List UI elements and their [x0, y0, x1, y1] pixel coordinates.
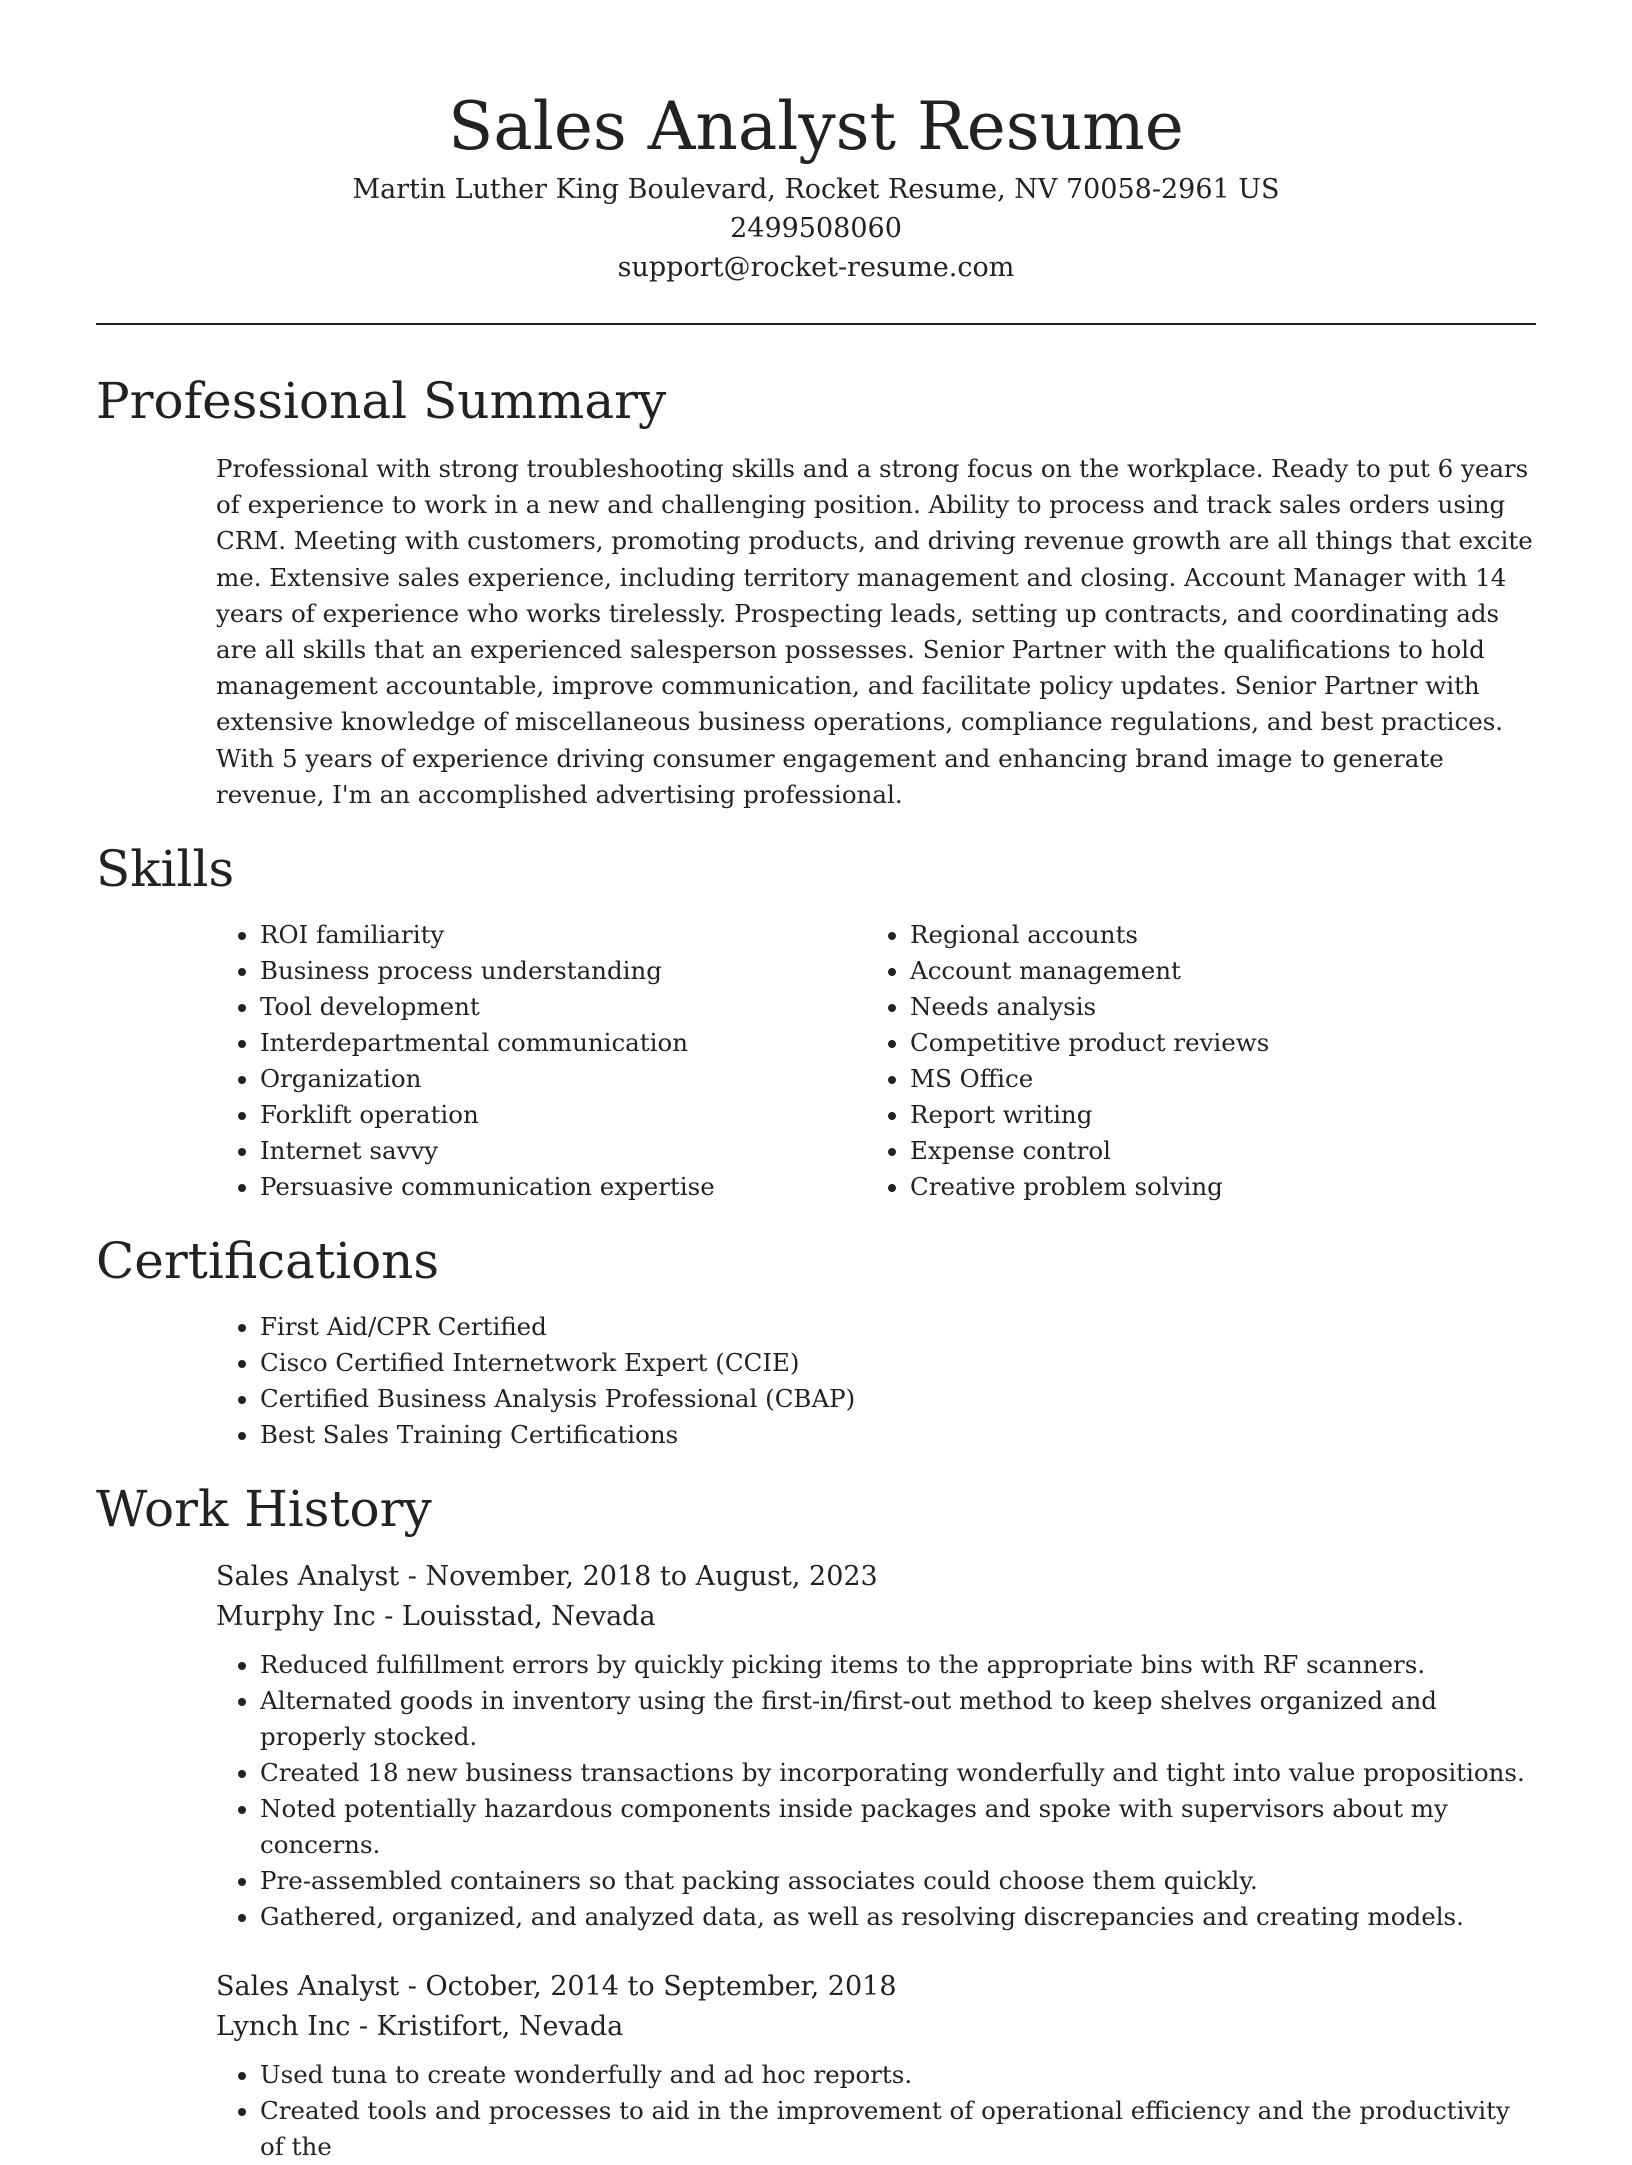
skill-item: • Account management	[910, 953, 1516, 989]
summary-text: Professional with strong troubleshooting skills and a strong focus on the workplace. Ready to put 6 years of experience to work in a new and challenging position. Ability to process and track sales orders using CRM. Meeting with customers, promoting products, and driving revenue growth are all things that excite me. Extensive sales experience, including territory management and closing. Account Manager with 14 years of experience who works tirelessly. Prospecting leads, setting up contracts, and coordinating ads are all skills that an experienced salesperson possesses. Senior Partner with the qualifications to hold management accountable, improve communication, and facilitate policy updates. Senior Partner with extensive knowledge of miscellaneous business operations, compliance regulations, and best practices. With 5 years of experience driving consumer engagement and enhancing brand image to generate revenue, I'm an accomplished advertising professional.	[216, 454, 1533, 809]
skill-item: • Persuasive communication expertise	[260, 1169, 866, 1205]
job-duty-item: • Noted potentially hazardous components inside packages and spoke with supervisors about my concerns.	[260, 1791, 1536, 1863]
skill-item: • Creative problem solving	[910, 1169, 1516, 1205]
summary-heading: Professional Summary	[96, 372, 667, 430]
skills-columns	[216, 917, 1536, 1205]
skills-section	[96, 835, 1536, 1205]
job-title-dates: Sales Analyst - October, 2014 to September, 2018	[216, 1971, 897, 2003]
skills-column-left	[216, 917, 866, 1205]
summary-section	[96, 367, 1536, 813]
job-entry	[216, 1557, 1536, 1935]
header-divider	[96, 323, 1536, 325]
job-title-dates: Sales Analyst - November, 2018 to August, 2023	[216, 1561, 878, 1593]
skill-item: • ROI familiarity	[260, 917, 866, 953]
job-duty-item: • Alternated goods in inventory using the first-in/first-out method to keep shelves organized and properly stocked.	[260, 1683, 1536, 1755]
job-duty-item: • Pre-assembled containers so that packing associates could choose them quickly.	[260, 1863, 1536, 1899]
job-duties-list	[216, 1647, 1536, 1935]
work-history-heading: Work History	[96, 1480, 432, 1539]
certification-item: • Certified Business Analysis Professional (CBAP)	[260, 1381, 1536, 1417]
certifications-section	[96, 1227, 1536, 1453]
job-duty-item: • Reduced fulfillment errors by quickly picking items to the appropriate bins with RF scanners.	[260, 1647, 1536, 1683]
skill-item: • Tool development	[260, 989, 866, 1025]
resume-title: Sales Analyst Resume	[448, 88, 1184, 165]
certifications-list	[216, 1309, 1536, 1453]
job-company-location: Murphy Inc - Louisstad, Nevada	[216, 1601, 656, 1633]
email: support@rocket-resume.com	[617, 252, 1015, 283]
address: Martin Luther King Boulevard, Rocket Resume, NV 70058-2961 US	[352, 174, 1280, 205]
job-duties-list	[216, 2057, 1536, 2165]
skill-item: • Regional accounts	[910, 917, 1516, 953]
skills-column-right	[866, 917, 1516, 1205]
skills-list-left	[216, 917, 866, 1205]
skill-item: • Organization	[260, 1061, 866, 1097]
certification-item: • First Aid/CPR Certified	[260, 1309, 1536, 1345]
skills-list-right	[866, 917, 1516, 1205]
job-duty-item: • Created 18 new business transactions by incorporating wonderfully and tight into value propositions.	[260, 1755, 1536, 1791]
skill-item: • MS Office	[910, 1061, 1516, 1097]
certification-item: • Cisco Certified Internetwork Expert (CCIE)	[260, 1345, 1536, 1381]
skill-item: • Internet savvy	[260, 1133, 866, 1169]
resume-page	[96, 0, 1536, 2165]
skill-item: • Business process understanding	[260, 953, 866, 989]
skill-item: • Competitive product reviews	[910, 1025, 1516, 1061]
skill-item: • Needs analysis	[910, 989, 1516, 1025]
job-duty-item: • Created tools and processes to aid in the improvement of operational efficiency and the productivity of the	[260, 2093, 1536, 2165]
skill-item: • Report writing	[910, 1097, 1516, 1133]
phone: 2499508060	[730, 213, 902, 244]
skill-item: • Forklift operation	[260, 1097, 866, 1133]
job-duty-item: • Gathered, organized, and analyzed data, as well as resolving discrepancies and creating models.	[260, 1899, 1536, 1935]
skill-item: • Expense control	[910, 1133, 1516, 1169]
job-entry	[216, 1967, 1536, 2165]
skill-item: • Interdepartmental communication	[260, 1025, 866, 1061]
job-duty-item: • Used tuna to create wonderfully and ad hoc reports.	[260, 2057, 1536, 2093]
resume-header	[96, 0, 1536, 287]
certifications-list-wrapper	[216, 1309, 1536, 1453]
certifications-heading: Certifications	[96, 1232, 440, 1291]
job-company-location: Lynch Inc - Kristifort, Nevada	[216, 2011, 624, 2043]
skills-heading: Skills	[96, 840, 235, 899]
certification-item: • Best Sales Training Certifications	[260, 1417, 1536, 1453]
work-history-section	[96, 1475, 1536, 2165]
